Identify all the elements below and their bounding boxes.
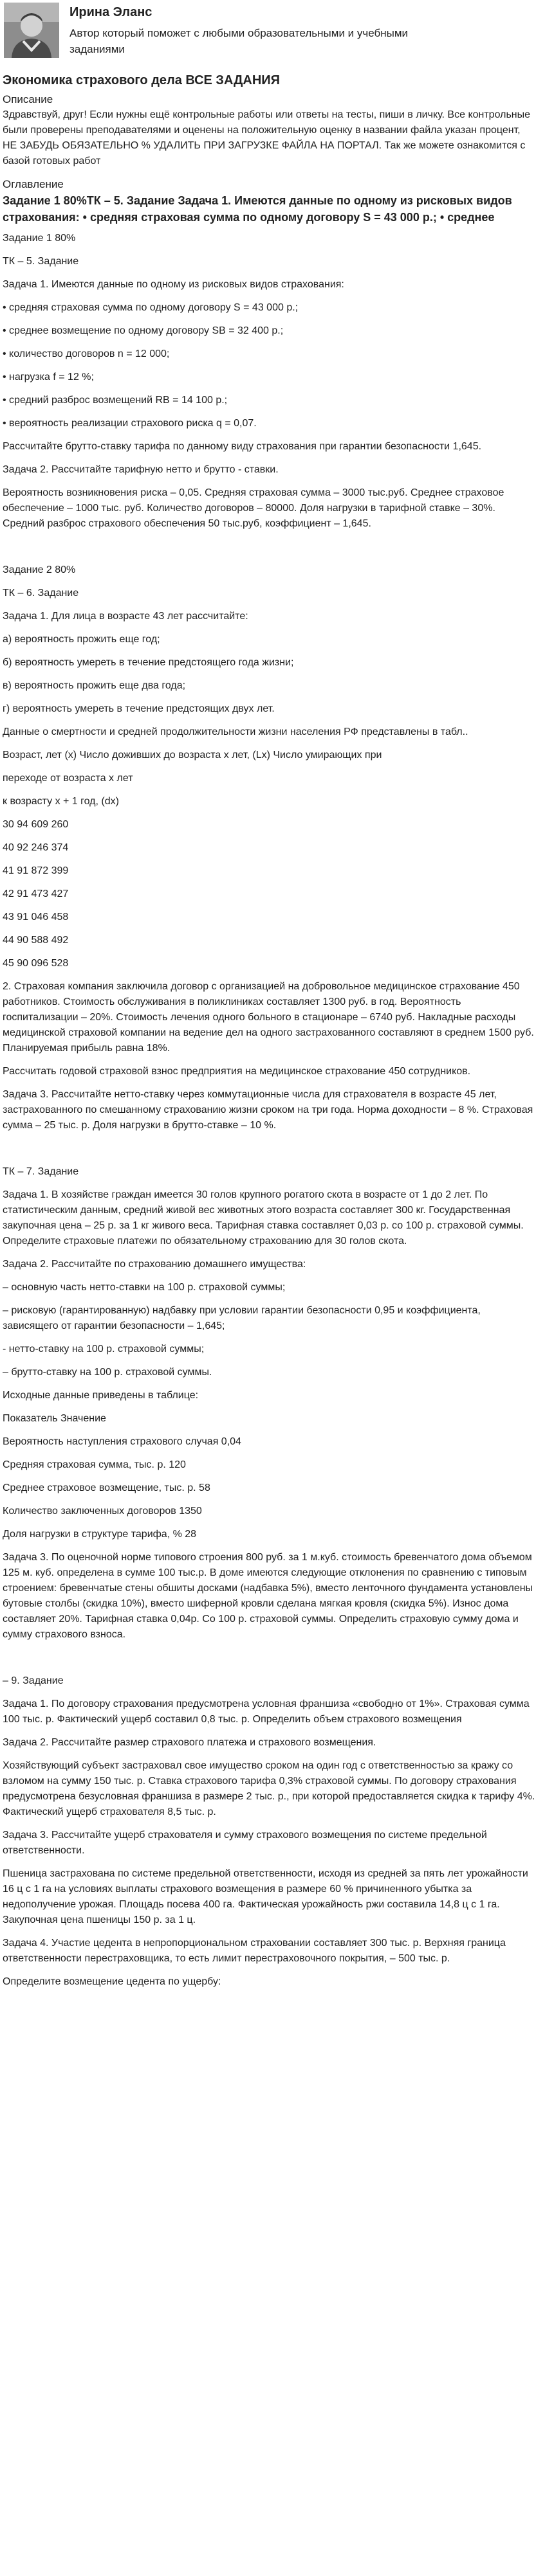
avatar[interactable] xyxy=(4,3,59,58)
description-label: Описание xyxy=(3,93,53,105)
toc-heading: Задание 1 80%ТК – 5. Задание Задача 1. Имеются данные по одному из рисковых видов страхования: • средняя страховая сумма по одному договору S = 43 000 р.; • среднее xyxy=(3,194,512,224)
content-line: б) вероятность умереть в течение предстоящего года жизни; xyxy=(3,657,294,668)
content-line: Задание 1 80% xyxy=(3,233,76,244)
content-line: • средний разброс возмещений RB = 14 100 р.; xyxy=(3,395,228,406)
content-line: к возрасту x + 1 год, (dx) xyxy=(3,796,119,807)
content-line: Средняя страховая сумма, тыс. р. 120 xyxy=(3,1459,186,1470)
content-line: Хозяйствующий субъект застраховал свое имущество сроком на один год с ответственностью за кражу со взломом на сумму 150 тыс. р. Ставка страхового тарифа 0,3% страховой суммы. По договору страхования предусмотрена безусловная франшиза в размере 2 тыс. р., при которой предоставляется скидка к тарифу 4%. Фактический ущерб страхователя 8,5 тыс. р. xyxy=(3,1760,535,1817)
content-line: Задача 2. Рассчитайте размер страхового платежа и страхового возмещения. xyxy=(3,1737,376,1748)
content-line: 30 94 609 260 xyxy=(3,819,69,830)
content-line: Вероятность наступления страхового случая 0,04 xyxy=(3,1436,241,1447)
content-line: • среднее возмещение по одному договору SB = 32 400 р.; xyxy=(3,325,284,336)
content-line: • количество договоров n = 12 000; xyxy=(3,348,170,359)
content-line: 41 91 872 399 xyxy=(3,865,69,876)
document-content xyxy=(3,231,545,1990)
content-line: • вероятность реализации страхового риска q = 0,07. xyxy=(3,418,257,429)
content-line: Определите возмещение цедента по ущербу: xyxy=(3,1976,221,1987)
content-line: Доля нагрузки в структуре тарифа, % 28 xyxy=(3,1529,197,1540)
content-line: Данные о смертности и средней продолжительности жизни населения РФ представлены в табл.. xyxy=(3,726,468,737)
content-line: • нагрузка f = 12 %; xyxy=(3,372,94,383)
content-line: 44 90 588 492 xyxy=(3,935,69,946)
author-name[interactable]: Ирина Эланс xyxy=(69,5,152,19)
content-line: Задача 1. Имеются данные по одному из рисковых видов страхования: xyxy=(3,279,344,290)
content-line: Задача 2. Рассчитайте тарифную нетто и брутто - ставки. xyxy=(3,464,279,475)
author-header xyxy=(3,0,545,66)
content-line: 2. Страховая компания заключила договор с организацией на добровольное медицинское страхование 450 работников. Стоимость обслуживания в поликлиниках составляет 1300 руб. в год. Вероятность госпитализации – 20%. Стоимость лечения одного больного в стационаре – 6740 руб. Накладные расходы медицинской страховой компании на ведение дел на одного застрахованного составляют в среднем 1500 руб. Планируемая прибыль равна 18%. xyxy=(3,981,534,1054)
content-line: Количество заключенных договоров 1350 xyxy=(3,1506,202,1517)
content-line: – рисковую (гарантированную) надбавку при условии гарантии безопасности 0,95 и коэффициента, зависящего от гарантии безопасности – 1,645; xyxy=(3,1305,481,1331)
content-line: Задание 2 80% xyxy=(3,564,76,575)
document-title: Экономика страхового дела ВСЕ ЗАДАНИЯ xyxy=(3,73,281,87)
section-spacer xyxy=(3,539,545,563)
description-text: Здравствуй, друг! Если нужны ещё контрольные работы или ответы на тесты, пиши в личку. Все контрольные были проверены преподавателями и оценены на положительную оценку в названии файла указан процент, НЕ ЗАБУДЬ ОБЯЗАТЕЛЬНО % УДАЛИТЬ ПРИ ЗАГРУЗКЕ ФАЙЛА НА ПОРТАЛ. Так же можете ознакомится с базой готовых работ xyxy=(3,109,531,167)
author-description: Автор который поможет с любыми образовательными и учебными заданиями xyxy=(69,27,409,55)
content-line: – 9. Задание xyxy=(3,1675,64,1686)
content-line: Задача 2. Рассчитайте по страхованию домашнего имущества: xyxy=(3,1259,306,1270)
content-line: ТК – 7. Задание xyxy=(3,1166,79,1177)
content-line: 40 92 246 374 xyxy=(3,842,69,853)
content-line: Задача 4. Участие цедента в непропорциональном страховании составляет 300 тыс. р. Верхняя граница ответственности перестраховщика, то есть лимит перестраховочного покрытия, – 500 тыс. р. xyxy=(3,1938,506,1964)
content-line: Показатель Значение xyxy=(3,1413,106,1424)
toc-label: Оглавление xyxy=(3,178,64,190)
content-line: Рассчитать годовой страховой взнос предприятия на медицинское страхование 450 сотрудников. xyxy=(3,1066,471,1077)
section-spacer xyxy=(3,1141,545,1164)
content-line: Задача 3. Рассчитайте нетто-ставку через коммутационные числа для страхователя в возрасте 45 лет, застрахованного по смешанному страхованию жизни сроком на три года. Норма доходности – 8 %. Страховая сумма – 25 тыс. р. Доля нагрузки в брутто-ставке – 10 %. xyxy=(3,1089,533,1131)
content-line: 42 91 473 427 xyxy=(3,888,69,899)
avatar-image xyxy=(4,3,59,58)
content-line: – брутто-ставку на 100 р. страховой суммы. xyxy=(3,1367,212,1378)
content-line: Задача 3. Рассчитайте ущерб страхователя и сумму страхового возмещения по системе предельной ответственности. xyxy=(3,1830,487,1856)
author-info xyxy=(69,1,430,57)
content-line: - нетто-ставку на 100 р. страховой суммы; xyxy=(3,1344,205,1355)
content-line: • средняя страховая сумма по одному договору S = 43 000 р.; xyxy=(3,302,299,313)
content-line: в) вероятность прожить еще два года; xyxy=(3,680,186,691)
content-line: Вероятность возникновения риска – 0,05. Средняя страховая сумма – 3000 тыс.руб. Среднее страховое обеспечение – 1000 тыс. руб. Количество договоров – 80000. Доля нагрузки в тарифной ставке – 30%. Средний разброс страхового обеспечения 50 тыс.руб, коэффициент – 1,645. xyxy=(3,487,504,529)
content-line: Рассчитайте брутто-ставку тарифа по данному виду страхования при гарантии безопасности 1,645. xyxy=(3,441,482,452)
section-spacer xyxy=(3,1650,545,1673)
content-line: ТК – 5. Задание xyxy=(3,256,79,267)
content-line: Пшеница застрахована по системе предельной ответственности, исходя из средней за пять лет урожайности 16 ц с 1 га на условиях выплаты страхового возмещения в размере 60 % причиненного убытка за недополучение урожая. Площадь посева 400 га. Фактическая урожайность ржи составила 14,8 ц с 1 га. Закупочная цена пшеницы 150 р. за 1 ц. xyxy=(3,1868,528,1925)
content-line: Среднее страховое возмещение, тыс. р. 58 xyxy=(3,1482,210,1493)
content-line: переходе от возраста x лет xyxy=(3,773,133,784)
content-line: Задача 3. По оценочной норме типового строения 800 руб. за 1 м.куб. стоимость бревенчатого дома объемом 125 м. куб. определена в сумме 100 тыс.р. В доме имеются следующие отклонения по сравнению с типовым строением: бревенчатые стены обшиты досками (надбавка 5%), вместо ленточного фундамента установлены бутовые столбы (скидка 10%), вместо шиферной кровли сделана мягкая кровля (скидка 5%). Износ дома составляет 20%. Тарифная ставка 0,04р. Со 100 р. страховой суммы. Определить страховую сумму дома и сумму страхового взноса. xyxy=(3,1552,533,1640)
content-line: Возраст, лет (x) Число доживших до возраста x лет, (Lx) Число умирающих при xyxy=(3,750,382,761)
content-line: Задача 1. В хозяйстве граждан имеется 30 голов крупного рогатого скота в возрасте от 1 до 2 лет. По статистическим данным, средний живой вес животных этого возраста составляет 300 кг. Государственная закупочная цена – 25 р. за 1 кг живого веса. Тарифная ставка составляет 0,03 р. со 100 р. страховой суммы. Определите страховые платежи по обязательному страхованию для 30 голов скота. xyxy=(3,1189,524,1247)
content-line: 43 91 046 458 xyxy=(3,912,69,923)
content-line: – основную часть нетто-ставки на 100 р. страховой суммы; xyxy=(3,1282,286,1293)
content-line: Исходные данные приведены в таблице: xyxy=(3,1390,199,1401)
content-line: 45 90 096 528 xyxy=(3,958,69,969)
content-line: г) вероятность умереть в течение предстоящих двух лет. xyxy=(3,703,275,714)
content-line: Задача 1. По договору страхования предусмотрена условная франшиза «свободно от 1%». Страховая сумма 100 тыс. р. Фактический ущерб составил 0,8 тыс. р. Определить объем страхового возмещения xyxy=(3,1698,530,1725)
content-line: ТК – 6. Задание xyxy=(3,588,79,599)
content-line: Задача 1. Для лица в возрасте 43 лет рассчитайте: xyxy=(3,611,248,622)
content-line: а) вероятность прожить еще год; xyxy=(3,634,160,645)
